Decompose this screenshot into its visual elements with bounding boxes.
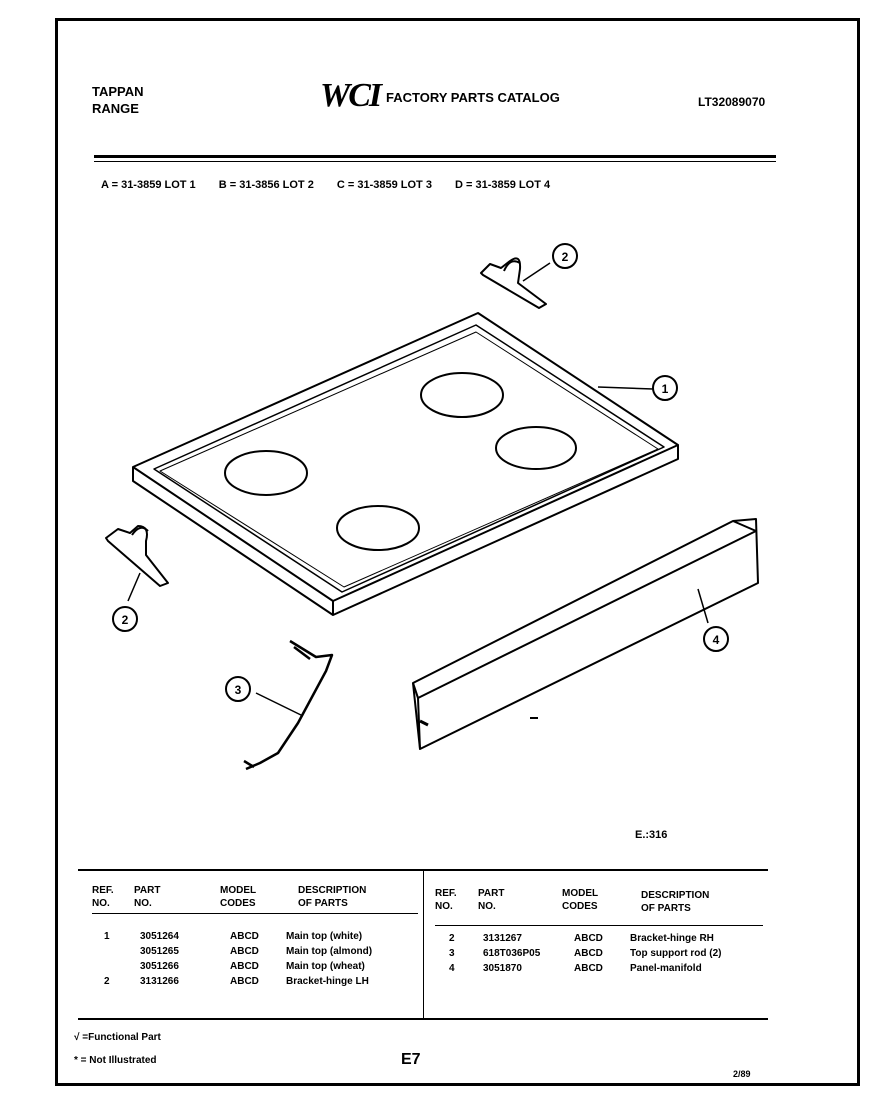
- table-row-1-codes: ABCD: [230, 931, 259, 942]
- table-row-1-desc: Main top (white): [286, 931, 363, 942]
- table-row-7-codes: ABCD: [574, 963, 603, 974]
- left-header-ref: REF. NO.: [92, 885, 114, 909]
- callout-3: [226, 677, 250, 701]
- not-illustrated-note: * = Not Illustrated: [74, 1055, 157, 1066]
- table-row-2-part: 3051265: [140, 946, 179, 957]
- table-row-7-ref: 4: [449, 963, 455, 974]
- left-header-part: PART NO.: [134, 885, 161, 909]
- right-header-ref: REF. NO.: [435, 888, 457, 912]
- lot-c: C = 31-3859 LOT 3: [336, 179, 432, 191]
- left-header-rule: [92, 913, 418, 914]
- right-header-model: MODEL CODES: [562, 888, 599, 912]
- table-row-6-part: 618T036P05: [483, 948, 541, 959]
- table-row-3-part: 3051266: [140, 961, 179, 972]
- table-divider: [423, 871, 424, 1018]
- left-header-desc: DESCRIPTION OF PARTS: [298, 885, 367, 909]
- functional-part-note: √ =Functional Part: [74, 1032, 161, 1043]
- callout-1: [653, 376, 677, 400]
- lot-b: B = 31-3856 LOT 2: [218, 179, 314, 191]
- callout-3-label: 3: [234, 683, 242, 697]
- table-row-4-part: 3131266: [140, 976, 179, 987]
- bracket-hinge-rh-drawing: [481, 258, 546, 308]
- table-row-5-ref: 2: [449, 933, 455, 944]
- revision-date: 2/89: [733, 1069, 751, 1079]
- right-header-part: PART NO.: [478, 888, 505, 912]
- table-row-6-codes: ABCD: [574, 948, 603, 959]
- left-header-model: MODEL CODES: [220, 885, 257, 909]
- table-row-6-ref: 3: [449, 948, 455, 959]
- illustration-code: E.:316: [635, 829, 668, 841]
- table-row-5-desc: Bracket-hinge RH: [630, 933, 714, 944]
- catalog-page: [55, 18, 860, 1086]
- table-row-3-codes: ABCD: [230, 961, 259, 972]
- table-row-7-part: 3051870: [483, 963, 522, 974]
- table-row-4-desc: Bracket-hinge LH: [286, 976, 369, 987]
- table-row-2-desc: Main top (almond): [286, 946, 373, 957]
- support-rod-drawing: [244, 641, 332, 769]
- exploded-parts-diagram: [58, 21, 858, 821]
- table-row-3-desc: Main top (wheat): [286, 961, 365, 972]
- callout-1-label: 1: [661, 382, 669, 396]
- bracket-hinge-lh-drawing: [106, 526, 168, 586]
- brand-line-1: TAPPAN: [92, 84, 144, 99]
- catalog-number: LT32089070: [698, 95, 766, 109]
- table-row-6-desc: Top support rod (2): [630, 948, 722, 959]
- main-top-drawing: [133, 313, 678, 615]
- callout-2-top: [553, 244, 577, 268]
- table-row-4-ref: 2: [104, 976, 110, 987]
- callout-2-top-label: 2: [561, 250, 569, 264]
- brand-line-2: RANGE: [92, 101, 139, 116]
- catalog-title: FACTORY PARTS CATALOG: [386, 90, 560, 105]
- wci-logo: WCI: [320, 77, 381, 114]
- table-row-5-part: 3131267: [483, 933, 522, 944]
- table-row-1-ref: 1: [104, 931, 110, 942]
- table-row-5-codes: ABCD: [574, 933, 603, 944]
- callout-4: [704, 627, 728, 651]
- table-row-1-part: 3051264: [140, 931, 179, 942]
- table-row-7-desc: Panel-manifold: [630, 963, 702, 974]
- callout-2-left-label: 2: [121, 613, 129, 627]
- page-number: E7: [401, 1051, 421, 1068]
- right-header-desc: DESCRIPTION OF PARTS: [641, 890, 710, 914]
- table-bottom-rule: [78, 1018, 768, 1020]
- callout-2-left: [113, 607, 137, 631]
- right-header-rule: [435, 925, 763, 926]
- callout-4-label: 4: [712, 633, 720, 647]
- table-row-2-codes: ABCD: [230, 946, 259, 957]
- table-row-4-codes: ABCD: [230, 976, 259, 987]
- lot-a: A = 31-3859 LOT 1: [101, 179, 196, 191]
- lot-d: D = 31-3859 LOT 4: [455, 179, 551, 191]
